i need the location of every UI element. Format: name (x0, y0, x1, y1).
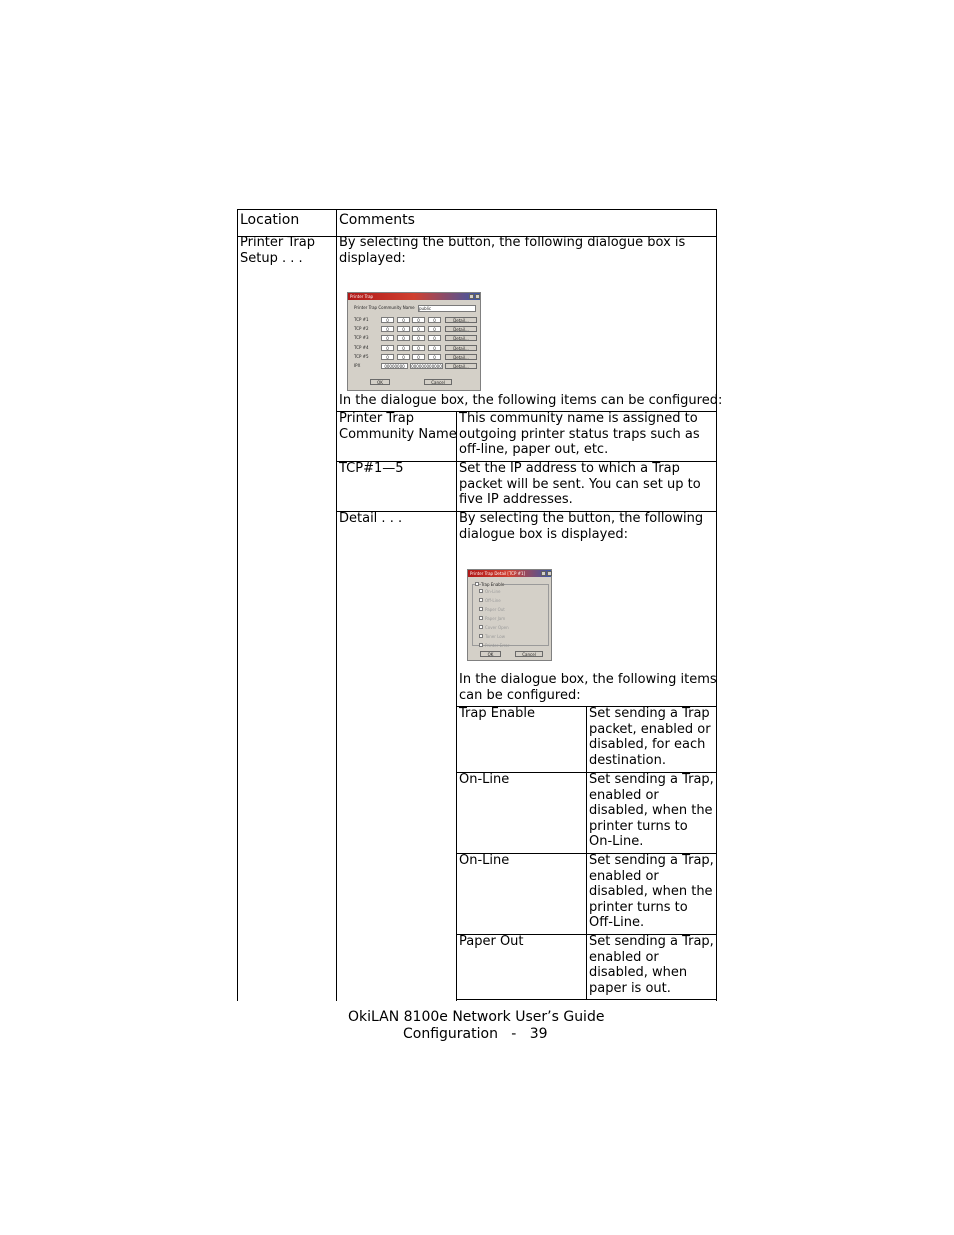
option-checkbox (479, 634, 483, 638)
option-label: Cover Open (485, 625, 509, 630)
option-checkbox (479, 616, 483, 620)
item-desc-tcp: Set the IP address to which a Trap packet will be sent. You can set up to five IP addresses. (459, 461, 701, 507)
footer-guide-title: OkiLAN 8100e Network User’s Guide (348, 1009, 605, 1025)
detail-after-dialog-text: In the dialogue box, the following items can be configured: (459, 672, 717, 703)
column-header-comments: Comments (339, 212, 415, 228)
option-checkbox (479, 643, 483, 647)
option-checkbox (479, 625, 483, 629)
option-label: Toner Low (485, 634, 505, 639)
ip-octet-field: 0 (397, 345, 410, 351)
after-dialog-text: In the dialogue box, the following items can be configured: (339, 393, 723, 408)
column-header-location: Location (240, 212, 300, 228)
ip-octet-field: 0 (428, 335, 441, 341)
printer-trap-detail-dialog (467, 569, 552, 661)
ipx-label: IPX (354, 363, 361, 368)
location-cell: Printer Trap Setup . . . (240, 235, 315, 266)
ip-octet-field: 0 (381, 317, 394, 323)
community-name-label: Printer Trap Community Name (354, 305, 415, 310)
detail-intro-text: By selecting the button, the following dialogue box is displayed: (459, 511, 704, 542)
ip-octet-field: 0 (412, 354, 425, 360)
footer-page-number: Configuration - 39 (403, 1026, 548, 1042)
detail-button: Detail... (445, 354, 477, 360)
tcp-label: TCP #1 (354, 317, 369, 322)
trap-enable-checkbox (475, 582, 479, 586)
subitem-name-online: On-Line (459, 772, 510, 787)
ip-octet-field: 0 (381, 354, 394, 360)
ip-octet-field: 0 (397, 326, 410, 332)
help-icon (469, 294, 474, 299)
dialog-title: Printer Trap (350, 294, 374, 299)
cancel-button: Cancel (424, 379, 452, 385)
ip-octet-field: 0 (381, 345, 394, 351)
subitem-desc-online: Set sending a Trap, enabled or disabled, when the printer turns to On-Line. (589, 772, 714, 849)
option-label: Printer Error (485, 643, 510, 648)
ip-octet-field: 0 (397, 317, 410, 323)
option-label: Off-Line (485, 598, 501, 603)
detail-button: Detail... (445, 326, 477, 332)
trap-enable-label: Trap Enable (481, 582, 505, 587)
ip-octet-field: 0 (397, 354, 410, 360)
subitem-name-trap-enable: Trap Enable (459, 706, 536, 721)
tcp-label: TCP #5 (354, 353, 369, 359)
subtable-column-divider (586, 706, 587, 1000)
printer-trap-dialog (347, 292, 481, 391)
ok-button: OK (480, 651, 501, 657)
item-name-tcp: TCP#1—5 (339, 461, 404, 476)
table-left-border (237, 209, 238, 1001)
item-desc-community: This community name is assigned to outgoing printer status traps such as off-line, paper out, etc. (459, 411, 700, 457)
community-name-field: public (418, 305, 476, 312)
subitem-desc-paper-out: Set sending a Trap, enabled or disabled, when paper is out. (589, 934, 714, 996)
ipx-network-field: 00000000 (381, 363, 408, 369)
ip-octet-field: 0 (412, 345, 425, 351)
ok-button: OK (370, 379, 390, 385)
table-column-divider (336, 209, 337, 1001)
cancel-button: Cancel (515, 651, 543, 657)
option-checkbox (479, 607, 483, 611)
ip-octet-field: 0 (412, 326, 425, 332)
ipx-detail-button: Detail... (445, 363, 477, 369)
ip-octet-field: 0 (397, 335, 410, 341)
item-name-community: Printer Trap Community Name (339, 411, 457, 442)
subitem-desc-trap-enable: Set sending a Trap packet, enabled or disabled, for each destination. (589, 706, 711, 768)
table-top-border (237, 209, 717, 210)
subitem-name-paper-out: Paper Out (459, 934, 524, 949)
ip-octet-field: 0 (412, 317, 425, 323)
ip-octet-field: 0 (412, 335, 425, 341)
detail-button: Detail... (445, 317, 477, 323)
option-checkbox (479, 589, 483, 593)
close-icon (475, 294, 480, 299)
close-icon (547, 571, 552, 576)
ip-octet-field: 0 (428, 345, 441, 351)
option-checkbox (479, 598, 483, 602)
subitem-desc-offline: Set sending a Trap, enabled or disabled, when the printer turns to Off-Line. (589, 853, 714, 930)
ip-octet-field: 0 (428, 354, 441, 360)
item-name-detail: Detail . . . (339, 511, 403, 526)
subitem-name-offline: On-Line (459, 853, 510, 868)
detail-button: Detail... (445, 335, 477, 341)
tcp-label: TCP #3 (354, 335, 369, 341)
detail-dialog-title: Printer Trap Detail [TCP #1] (470, 571, 526, 576)
options-group (472, 584, 549, 646)
option-label: On-Line (485, 589, 501, 594)
detail-button: Detail... (445, 345, 477, 351)
table-right-border (716, 209, 717, 1001)
ip-octet-field: 0 (428, 317, 441, 323)
row-intro-text: By selecting the button, the following dialogue box is displayed: (339, 235, 686, 266)
help-icon (541, 571, 546, 576)
ip-octet-field: 0 (381, 335, 394, 341)
ip-octet-field: 0 (428, 326, 441, 332)
tcp-label: TCP #4 (354, 344, 369, 350)
option-label: Paper Out (485, 607, 505, 612)
tcp-label: TCP #2 (354, 326, 369, 332)
ipx-node-field: 000000000000 (411, 364, 442, 369)
option-label: Paper Jam (485, 616, 506, 621)
ip-octet-field: 0 (381, 326, 394, 332)
